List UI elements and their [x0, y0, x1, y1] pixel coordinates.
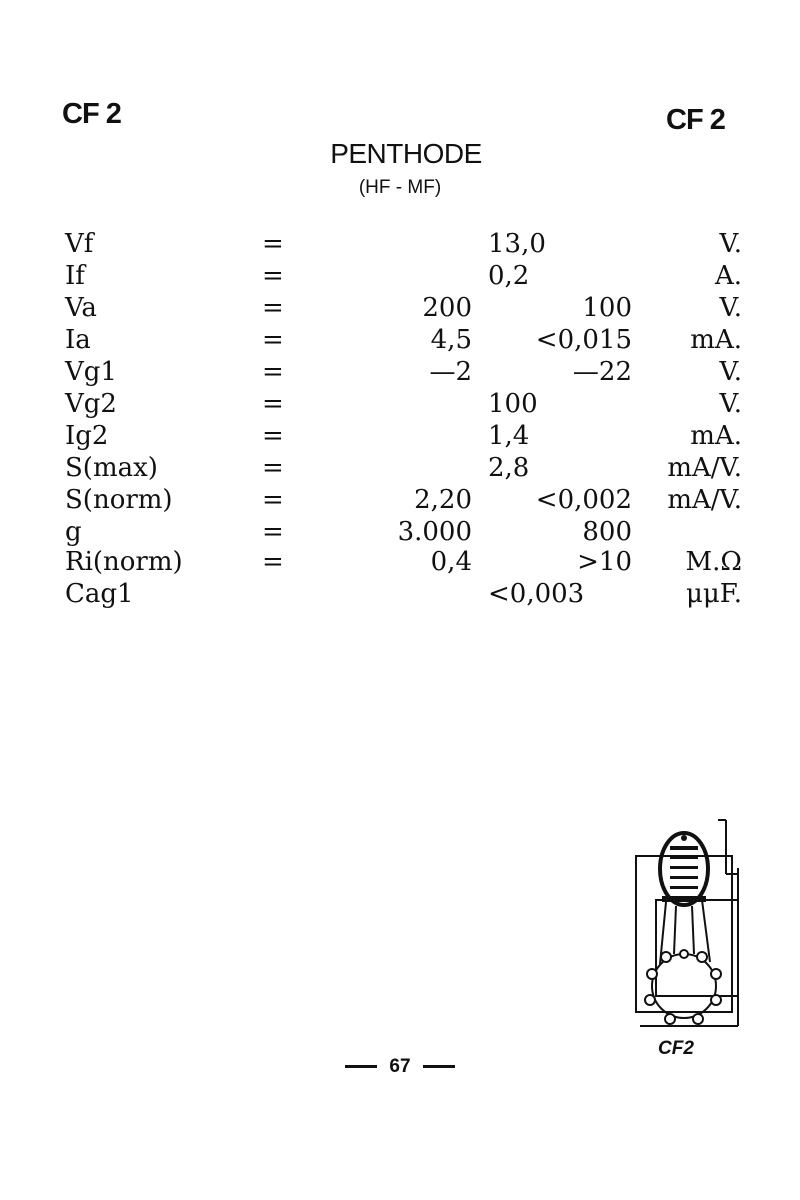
- spec-unit: V.: [719, 389, 742, 419]
- spec-vc: 2,8: [488, 453, 530, 483]
- spec-v1: 200: [422, 293, 472, 323]
- spec-v1: 2,20: [414, 485, 472, 515]
- tube-type-title: PENTHODE: [330, 138, 482, 169]
- spec-param: Vg2: [65, 389, 117, 419]
- spec-unit: mA.: [690, 421, 742, 451]
- spec-v1: 0,4: [430, 547, 472, 577]
- tube-application-subtitle: (HF - MF): [358, 177, 442, 198]
- spec-v1: —2: [429, 357, 472, 387]
- spec-vc: 13,0: [488, 229, 546, 259]
- spec-eq: =: [262, 293, 284, 323]
- spec-vc: <0,003: [488, 579, 585, 609]
- spec-eq: =: [262, 325, 284, 355]
- spec-unit: A.: [714, 261, 742, 291]
- tube-code-right: CF 2: [666, 104, 725, 136]
- spec-unit: mA/V.: [667, 485, 742, 515]
- spec-v2: <0,002: [535, 485, 632, 515]
- spec-v2: >10: [577, 547, 632, 577]
- spec-eq: =: [262, 357, 284, 387]
- spec-v2: 800: [582, 517, 632, 547]
- spec-unit: mA.: [690, 325, 742, 355]
- spec-param: If: [65, 261, 85, 291]
- spec-param: Va: [65, 293, 97, 323]
- spec-row: [0, 356, 800, 388]
- spec-param: Vf: [65, 229, 94, 259]
- spec-row: [0, 484, 800, 516]
- spec-v2: —22: [572, 357, 632, 387]
- spec-param: S(norm): [65, 485, 173, 515]
- spec-unit: V.: [719, 357, 742, 387]
- footer-dash-right: [423, 1065, 455, 1068]
- spec-unit: M.Ω: [685, 547, 742, 577]
- spec-param: Ia: [65, 325, 91, 355]
- spec-param: g: [65, 517, 82, 547]
- spec-row: [0, 420, 800, 452]
- spec-row: [0, 228, 800, 260]
- spec-param: Vg1: [65, 357, 117, 387]
- spec-vc: 1,4: [488, 421, 530, 451]
- spec-vc: 0,2: [488, 261, 530, 291]
- spec-eq: =: [262, 453, 284, 483]
- spec-row: [0, 516, 800, 548]
- spec-eq: =: [262, 421, 284, 451]
- spec-row: [0, 452, 800, 484]
- spec-eq: =: [262, 485, 284, 515]
- spec-v1: 4,5: [430, 325, 472, 355]
- spec-eq: =: [262, 261, 284, 291]
- spec-v2: 100: [582, 293, 632, 323]
- diagram-label: CF2: [658, 1038, 694, 1059]
- tube-code-left: CF 2: [62, 98, 121, 130]
- spec-v2: <0,015: [535, 325, 632, 355]
- spec-row: [0, 578, 800, 610]
- footer-dash-left: [345, 1065, 377, 1068]
- spec-unit: μμF.: [685, 579, 742, 609]
- tube-base-diagram-icon: [626, 814, 756, 1064]
- spec-row: [0, 292, 800, 324]
- spec-unit: mA/V.: [667, 453, 742, 483]
- spec-row: [0, 546, 800, 578]
- spec-eq: =: [262, 547, 284, 577]
- spec-eq: =: [262, 229, 284, 259]
- spec-param: Cag1: [65, 579, 134, 609]
- spec-vc: 100: [488, 389, 538, 419]
- spec-unit: V.: [719, 229, 742, 259]
- spec-v1: 3.000: [397, 517, 472, 547]
- spec-param: Ri(norm): [65, 547, 183, 577]
- spec-row: [0, 388, 800, 420]
- spec-eq: =: [262, 517, 284, 547]
- spec-param: Ig2: [65, 421, 109, 451]
- spec-eq: =: [262, 389, 284, 419]
- spec-row: [0, 324, 800, 356]
- spec-row: [0, 260, 800, 292]
- spec-param: S(max): [65, 453, 158, 483]
- page-footer: [0, 1056, 800, 1078]
- page-number: 67: [389, 1056, 411, 1077]
- spec-unit: V.: [719, 293, 742, 323]
